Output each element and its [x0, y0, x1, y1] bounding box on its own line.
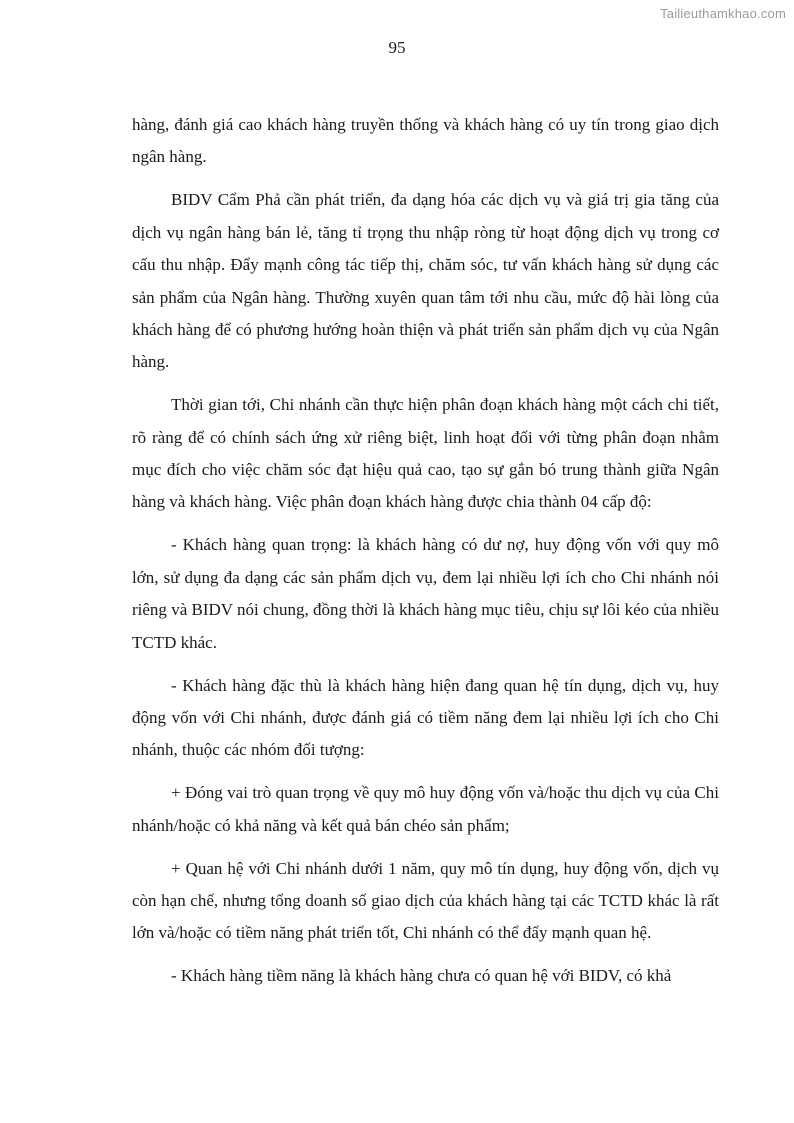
paragraph-customer-segmentation: Thời gian tới, Chi nhánh cần thực hiện phân đoạn khách hàng một cách chi tiết, rõ ràng để có chính sách ứng xử riêng biệt, linh hoạt đối với từng phân đoạn nhằm mục đích cho việc chăm sóc đạt hiệu quả cao, tạo sự gắn bó trung thành giữa Ngân hàng và khách hàng. Việc phân đoạn khách hàng được chia thành 04 cấp độ: — [132, 395, 719, 512]
page-number: 95 — [388, 38, 406, 57]
paragraph-bidv-development: BIDV Cẩm Phả cần phát triển, đa dạng hóa các dịch vụ và giá trị gia tăng của dịch vụ ngân hàng bán lẻ, tăng tỉ trọng thu nhập ròng từ hoạt động dịch vụ trong cơ cấu thu nhập. Đẩy mạnh công tác tiếp thị, chăm sóc, tư vấn khách hàng sử dụng các sản phẩm của Ngân hàng. Thường xuyên quan tâm tới nhu cầu, mức độ hài lòng của khách hàng để có phương hướng hoàn thiện và phát triển sản phẩm dịch vụ của Ngân hàng. — [132, 190, 719, 372]
paragraph-criteria-role: + Đóng vai trò quan trọng về quy mô huy động vốn và/hoặc thu dịch vụ của Chi nhánh/hoặc có khả năng và kết quả bán chéo sản phẩm; — [132, 783, 719, 835]
watermark-text: Tailieuthamkhao.com — [660, 6, 786, 21]
paragraph-special-customers: - Khách hàng đặc thù là khách hàng hiện đang quan hệ tín dụng, dịch vụ, huy động vốn với Chi nhánh, được đánh giá có tiềm năng đem lại nhiều lợi ích cho Chi nhánh, thuộc các nhóm đối tượng: — [132, 675, 719, 760]
paragraph-potential-customers: - Khách hàng tiềm năng là khách hàng chưa có quan hệ với BIDV, có khả — [171, 966, 672, 986]
paragraph-continuation: hàng, đánh giá cao khách hàng truyền thống và khách hàng có uy tín trong giao dịch ngân hàng. — [132, 115, 719, 167]
document-body — [132, 109, 719, 1003]
paragraph-important-customers: - Khách hàng quan trọng: là khách hàng có dư nợ, huy động vốn với quy mô lớn, sử dụng đa dạng các sản phẩm dịch vụ, đem lại nhiều lợi ích cho Chi nhánh nói riêng và BIDV nói chung, đồng thời là khách hàng mục tiêu, chịu sự lôi kéo của nhiều TCTD khác. — [132, 535, 719, 652]
paragraph-criteria-relationship: + Quan hệ với Chi nhánh dưới 1 năm, quy mô tín dụng, huy động vốn, dịch vụ còn hạn chế, nhưng tổng doanh số giao dịch của khách hàng tại các TCTD khác là rất lớn và/hoặc có tiềm năng phát triển tốt, Chi nhánh có thể đẩy mạnh quan hệ. — [132, 858, 719, 943]
